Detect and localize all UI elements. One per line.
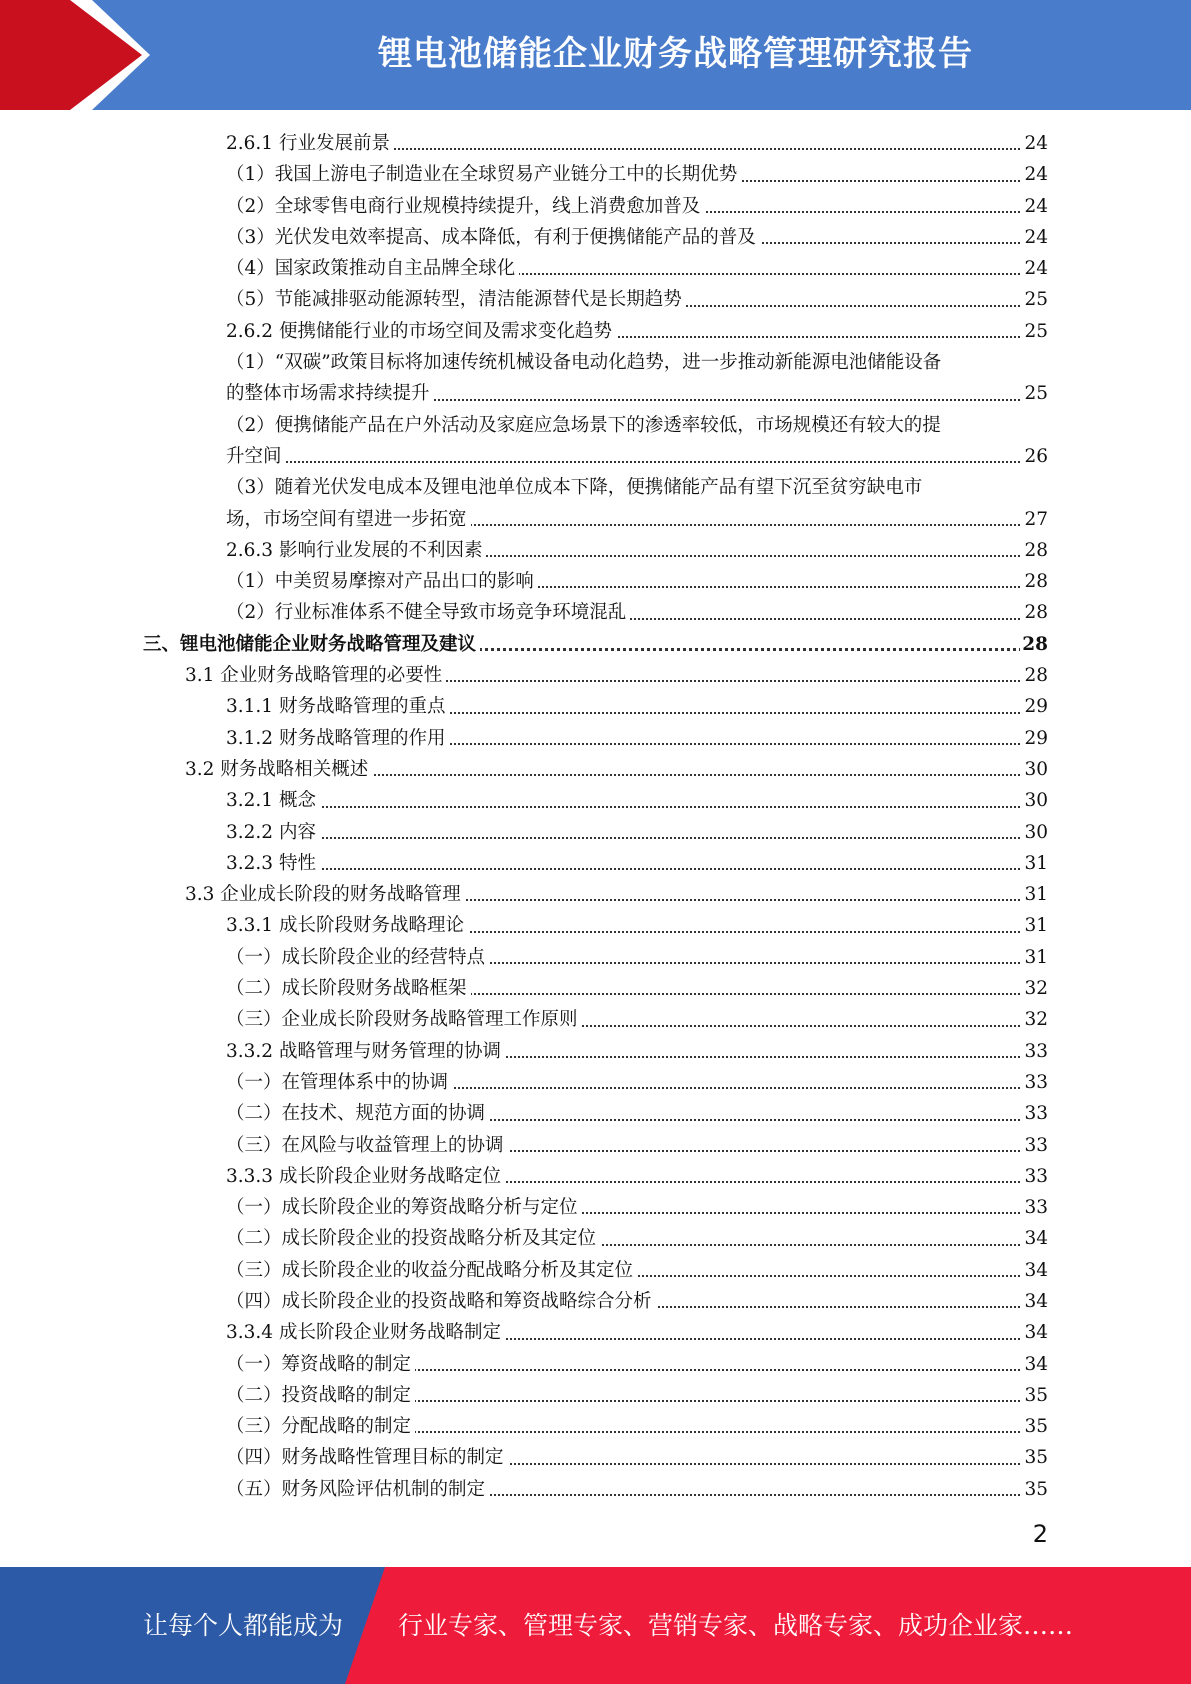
toc-entry-title: 3.2.3 特性: [226, 848, 320, 879]
footer-slogan-left: 让每个人都能成为: [143, 1611, 344, 1640]
toc-entry-title: （2）全球零售电商行业规模持续提升，线上消费愈加普及: [226, 191, 704, 222]
toc-page-number: 24: [1022, 159, 1048, 190]
table-of-contents: [0, 128, 1191, 1505]
toc-entry[interactable]: [0, 660, 1191, 691]
toc-entry[interactable]: [0, 410, 1191, 473]
page-header: [0, 0, 1191, 110]
toc-entry[interactable]: [0, 910, 1191, 941]
toc-entry-title: 2.6.2 便携储能行业的市场空间及需求变化趋势: [226, 316, 616, 347]
toc-page-number: 28: [1022, 535, 1048, 566]
toc-entry[interactable]: [0, 1098, 1191, 1129]
toc-entry-title: （三）企业成长阶段财务战略管理工作原则: [226, 1004, 582, 1035]
toc-entry-title: 3.3.4 成长阶段企业财务战略制定: [226, 1317, 505, 1348]
toc-entry[interactable]: [0, 1411, 1191, 1442]
toc-page-number: 25: [1022, 378, 1048, 409]
toc-entry[interactable]: [0, 1192, 1191, 1223]
toc-entry[interactable]: [0, 1067, 1191, 1098]
toc-page-number: 34: [1022, 1317, 1048, 1348]
toc-page-number: 28: [1020, 629, 1048, 660]
toc-entry[interactable]: [0, 691, 1191, 722]
toc-page-number: 33: [1022, 1192, 1048, 1223]
toc-page-number: 26: [1022, 441, 1048, 472]
toc-entry[interactable]: [0, 1255, 1191, 1286]
toc-page-number: 34: [1022, 1223, 1048, 1254]
toc-page-number: 24: [1022, 128, 1048, 159]
report-title: 锂电池储能企业财务战略管理研究报告: [378, 34, 973, 74]
toc-entry-title: （四）财务战略性管理目标的制定: [226, 1442, 508, 1473]
toc-page-number: 28: [1022, 660, 1048, 691]
toc-entry-title: （三）在风险与收益管理上的协调: [226, 1130, 508, 1161]
toc-entry-title: （三）分配战略的制定: [226, 1411, 415, 1442]
toc-dot-leader: [226, 868, 1028, 870]
toc-dot-leader: [226, 837, 1028, 839]
toc-entry-title: （1）中美贸易摩擦对产品出口的影响: [226, 566, 538, 597]
toc-entry[interactable]: [0, 1442, 1191, 1473]
toc-entry[interactable]: [0, 1130, 1191, 1161]
toc-page-number: 25: [1022, 316, 1048, 347]
toc-entry[interactable]: [0, 253, 1191, 284]
toc-page-number: 24: [1022, 253, 1048, 284]
toc-entry[interactable]: [0, 879, 1191, 910]
toc-page-number: 25: [1022, 284, 1048, 315]
toc-page-number: 31: [1022, 879, 1048, 910]
toc-entry[interactable]: [0, 316, 1191, 347]
toc-page-number: 31: [1022, 848, 1048, 879]
toc-page-number: 28: [1022, 566, 1048, 597]
page-number: 2: [1032, 1520, 1048, 1548]
toc-entry[interactable]: [0, 535, 1191, 566]
toc-entry[interactable]: [0, 723, 1191, 754]
footer-slogan-right: 行业专家、管理专家、营销专家、战略专家、成功企业家……: [398, 1611, 1074, 1640]
toc-entry[interactable]: [0, 128, 1191, 159]
toc-page-number: 24: [1022, 191, 1048, 222]
toc-page-number: 33: [1022, 1098, 1048, 1129]
toc-entry[interactable]: [0, 1380, 1191, 1411]
toc-entry[interactable]: [0, 848, 1191, 879]
toc-entry-title: 3.3.2 战略管理与财务管理的协调: [226, 1036, 505, 1067]
toc-page-number: 30: [1022, 754, 1048, 785]
toc-entry[interactable]: [0, 817, 1191, 848]
toc-page-number: 34: [1022, 1286, 1048, 1317]
toc-entry-title: （2）行业标准体系不健全导致市场竞争环境混乱: [226, 597, 630, 628]
toc-entry[interactable]: [0, 472, 1191, 535]
toc-page-number: 35: [1022, 1380, 1048, 1411]
toc-page-number: 29: [1022, 723, 1048, 754]
toc-entry-title: 3.3 企业成长阶段的财务战略管理: [185, 879, 465, 910]
toc-entry-title: （一）筹资战略的制定: [226, 1349, 415, 1380]
toc-entry-title: （一）成长阶段企业的经营特点: [226, 942, 489, 973]
toc-entry-title: 3.3.3 成长阶段企业财务战略定位: [226, 1161, 505, 1192]
toc-page-number: 33: [1022, 1161, 1048, 1192]
toc-entry-title: （二）在技术、规范方面的协调: [226, 1098, 489, 1129]
toc-page-number: 29: [1022, 691, 1048, 722]
toc-entry-title: （1）我国上游电子制造业在全球贸易产业链分工中的长期优势: [226, 159, 741, 190]
toc-dot-leader: [226, 806, 1028, 808]
toc-page-number: 34: [1022, 1255, 1048, 1286]
toc-entry[interactable]: [0, 942, 1191, 973]
toc-entry[interactable]: [0, 284, 1191, 315]
toc-entry-title: 3.1 企业财务战略管理的必要性: [185, 660, 446, 691]
toc-entry-title: 3.2.1 概念: [226, 785, 320, 816]
toc-dot-leader: [226, 461, 1028, 463]
toc-page-number: 31: [1022, 910, 1048, 941]
toc-entry-title-continued: 的整体市场需求持续提升: [226, 378, 434, 409]
toc-entry-title: （3）随着光伏发电成本及锂电池单位成本下降，便携储能产品有望下沉至贫穷缺电市: [226, 477, 923, 499]
toc-entry-title: （二）成长阶段财务战略框架: [226, 973, 471, 1004]
toc-entry-title: （三）成长阶段企业的收益分配战略分析及其定位: [226, 1255, 637, 1286]
toc-entry-title: 三、锂电池储能企业财务战略管理及建议: [143, 629, 480, 660]
toc-entry-title: （1）“双碳”政策目标将加速传统机械设备电动化趋势，进一步推动新能源电池储能设备: [226, 352, 942, 374]
toc-entry-title: （一）在管理体系中的协调: [226, 1067, 452, 1098]
toc-page-number: 35: [1022, 1442, 1048, 1473]
toc-entry[interactable]: [0, 1223, 1191, 1254]
toc-entry-title: （一）成长阶段企业的筹资战略分析与定位: [226, 1192, 582, 1223]
toc-entry-title: （二）成长阶段企业的投资战略分析及其定位: [226, 1223, 600, 1254]
toc-entry-title: （2）便携储能产品在户外活动及家庭应急场景下的渗透率较低，市场规模还有较大的提: [226, 414, 941, 436]
toc-entry[interactable]: [0, 1474, 1191, 1505]
toc-page-number: 30: [1022, 817, 1048, 848]
toc-entry[interactable]: [0, 159, 1191, 190]
toc-entry-title: （二）投资战略的制定: [226, 1380, 415, 1411]
toc-page-number: 30: [1022, 785, 1048, 816]
toc-entry-title: （四）成长阶段企业的投资战略和筹资战略综合分析: [226, 1286, 656, 1317]
toc-page-number: 35: [1022, 1411, 1048, 1442]
toc-page-number: 32: [1022, 973, 1048, 1004]
toc-entry-title: 3.1.1 财务战略管理的重点: [226, 691, 449, 722]
toc-page-number: 34: [1022, 1349, 1048, 1380]
toc-page-number: 27: [1022, 504, 1048, 535]
toc-entry[interactable]: [0, 222, 1191, 253]
toc-page-number: 31: [1022, 942, 1048, 973]
toc-entry-title: 3.1.2 财务战略管理的作用: [226, 723, 449, 754]
toc-entry[interactable]: [0, 629, 1191, 660]
toc-entry-title: 2.6.1 行业发展前景: [226, 128, 394, 159]
toc-entry[interactable]: [0, 1004, 1191, 1035]
toc-entry[interactable]: [0, 1036, 1191, 1067]
toc-entry[interactable]: [0, 1317, 1191, 1348]
toc-entry[interactable]: [0, 1349, 1191, 1380]
toc-entry-title: 3.3.1 成长阶段财务战略理论: [226, 910, 468, 941]
toc-entry[interactable]: [0, 597, 1191, 628]
toc-entry[interactable]: [0, 566, 1191, 597]
toc-page-number: 32: [1022, 1004, 1048, 1035]
toc-entry[interactable]: [0, 973, 1191, 1004]
toc-entry-title: （3）光伏发电效率提高、成本降低，有利于便携储能产品的普及: [226, 222, 760, 253]
toc-entry-title: （五）财务风险评估机制的制定: [226, 1474, 489, 1505]
toc-page-number: 24: [1022, 222, 1048, 253]
toc-entry-title-continued: 场，市场空间有望进一步拓宽: [226, 504, 471, 535]
header-chevron-arrow-icon: [0, 0, 142, 110]
toc-entry[interactable]: [0, 1161, 1191, 1192]
toc-entry-title: 3.2 财务战略相关概述: [185, 754, 372, 785]
toc-entry[interactable]: [0, 1286, 1191, 1317]
toc-entry[interactable]: [0, 347, 1191, 410]
toc-page-number: 28: [1022, 597, 1048, 628]
toc-entry-title: （5）节能减排驱动能源转型，清洁能源替代是长期趋势: [226, 284, 686, 315]
toc-page-number: 33: [1022, 1067, 1048, 1098]
toc-page-number: 33: [1022, 1036, 1048, 1067]
toc-entry-title-continued: 升空间: [226, 441, 286, 472]
toc-entry-title: 2.6.3 影响行业发展的不利因素: [226, 535, 486, 566]
toc-entry-title: （4）国家政策推动自主品牌全球化: [226, 253, 519, 284]
toc-entry[interactable]: [0, 785, 1191, 816]
page-footer: [0, 1567, 1191, 1684]
toc-page-number: 33: [1022, 1130, 1048, 1161]
toc-page-number: 35: [1022, 1474, 1048, 1505]
toc-entry[interactable]: [0, 754, 1191, 785]
toc-entry-title: 3.2.2 内容: [226, 817, 320, 848]
toc-entry[interactable]: [0, 191, 1191, 222]
